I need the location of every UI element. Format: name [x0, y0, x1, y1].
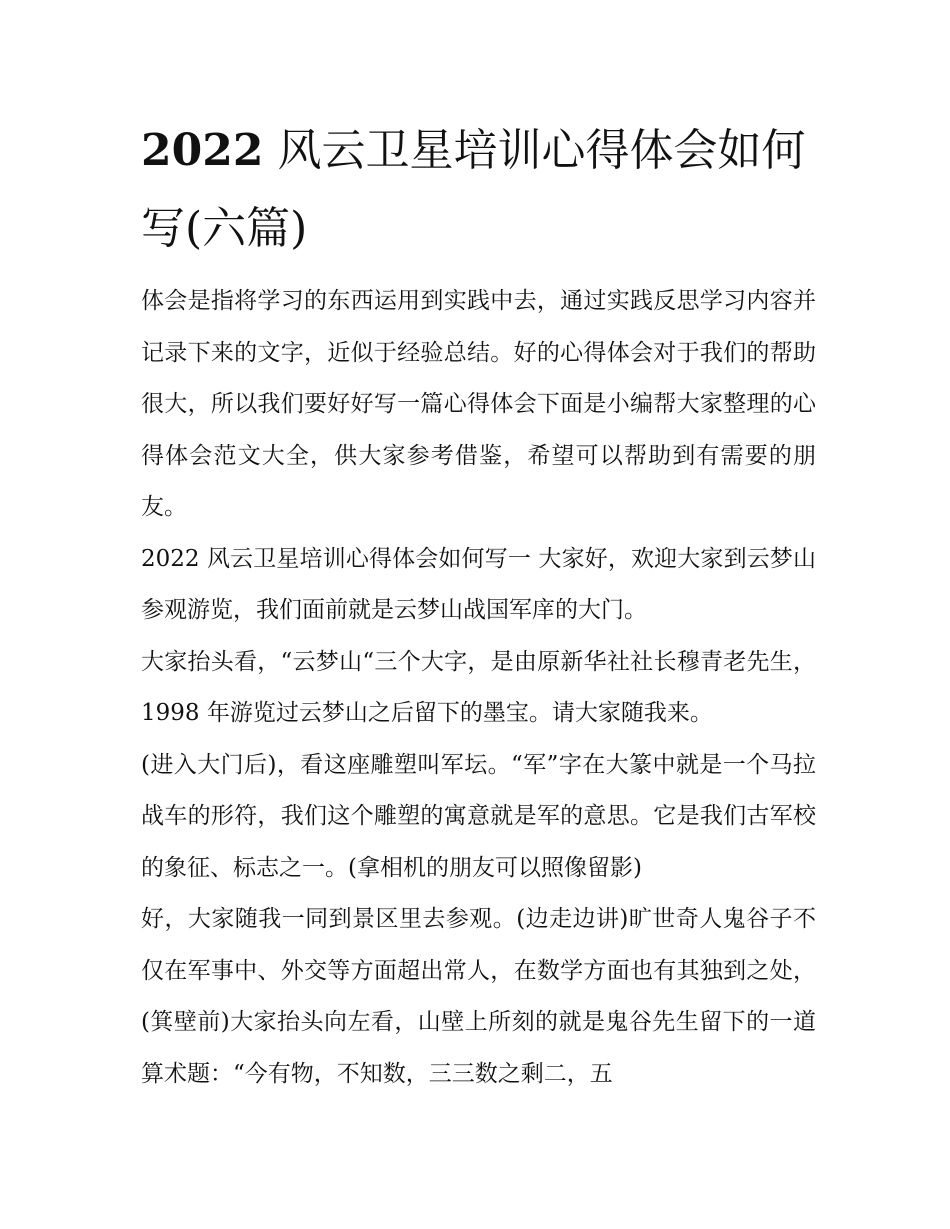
- intro-paragraph: 体会是指将学习的东西运用到实践中去，通过实践反思学习内容并记录下来的文字，近似于经验总结。好的心得体会对于我们的帮助很大，所以我们要好好写一篇心得体会下面是小编帮大家整理的心得体会范文大全，供大家参考借鉴，希望可以帮助到有需要的朋友。: [141, 288, 816, 520]
- body-paragraph: 2022 风云卫星培训心得体会如何写一 大家好，欢迎大家到云梦山参观游览，我们面前就是云梦山战国军庠的大门。: [141, 545, 816, 623]
- document-title: [141, 112, 816, 268]
- title-text: 风云卫星培训心得体会如何写(六篇): [141, 125, 806, 254]
- body-paragraph: 好，大家随我一同到景区里去参观。(边走边讲)旷世奇人鬼谷子不仅在军事中、外交等方面超出常人，在数学方面也有其独到之处，(箕壁前)大家抬头向左看，山壁上所刻的就是鬼谷先生留下的一道算术题：“今有物，不知数，三三数之剩二，五: [141, 906, 816, 1087]
- title-year: 2022: [141, 125, 264, 176]
- document-page: [141, 112, 816, 1100]
- body-paragraph: 大家抬头看，“云梦山“三个大字，是由原新华社社长穆青老先生，1998 年游览过云梦山之后留下的墨宝。请大家随我来。: [141, 648, 816, 726]
- body-paragraph: (进入大门后)，看这座雕塑叫军坛。“军”字在大篆中就是一个马拉战车的形符，我们这个雕塑的寓意就是军的意思。它是我们古军校的象征、标志之一。(拿相机的朋友可以照像留影): [141, 751, 816, 881]
